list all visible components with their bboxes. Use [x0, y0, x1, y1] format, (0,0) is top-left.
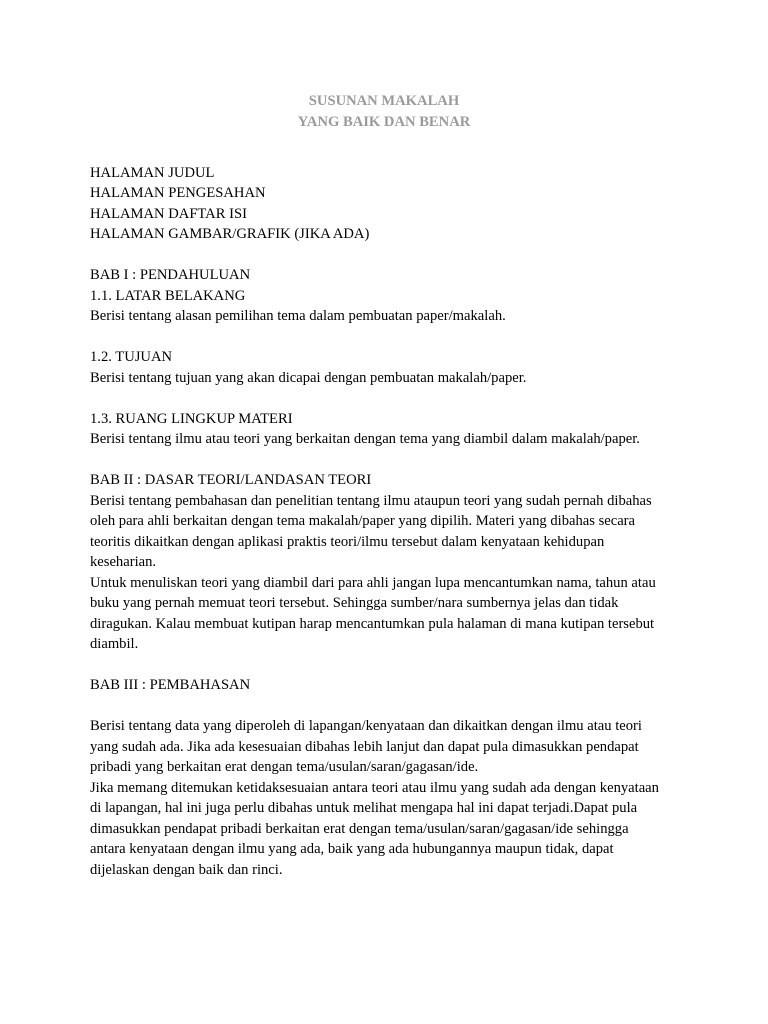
- front-page-item: HALAMAN GAMBAR/GRAFIK (JIKA ADA): [90, 226, 370, 242]
- bab2-paragraph-2-line: buku yang pernah memuat teori tersebut. Sehingga sumber/nara sumbernya jelas dan tidak: [90, 595, 619, 611]
- bab2-paragraph-2-line: diambil.: [90, 636, 139, 652]
- front-page-item: HALAMAN DAFTAR ISI: [90, 205, 247, 222]
- bab1-section-3-text: Berisi tentang ilmu atau teori yang berkaitan dengan tema yang diambil dalam makalah/paper.: [90, 431, 640, 447]
- bab1-section-2-heading: 1.2. TUJUAN: [90, 349, 173, 365]
- bab1-section-1-heading: 1.1. LATAR BELAKANG: [90, 287, 246, 304]
- front-page-item: HALAMAN JUDUL: [90, 164, 215, 181]
- bab1-section-1-text: Berisi tentang alasan pemilihan tema dalam pembuatan paper/makalah.: [90, 308, 506, 324]
- bab1-section-2-text: Berisi tentang tujuan yang akan dicapai dengan pembuatan makalah/paper.: [90, 369, 527, 386]
- bab2-heading: BAB II : DASAR TEORI/LANDASAN TEORI: [90, 472, 372, 488]
- bab3-heading: BAB III : PEMBAHASAN: [90, 677, 251, 693]
- bab2-paragraph-1-line: keseharian.: [90, 554, 157, 570]
- bab2-paragraph-1-line: oleh para ahli berkaitan dengan tema makalah/paper yang dipilih. Materi yang dibahas secara: [90, 513, 636, 529]
- bab2-paragraph-2-line: diragukan. Kalau membuat kutipan harap mencantumkan pula halaman di mana kutipan tersebut: [90, 615, 655, 632]
- bab3-paragraph-2-line: Jika memang ditemukan ketidaksesuaian antara teori atau ilmu yang sudah ada dengan kenyataan: [90, 779, 659, 796]
- bab3-paragraph-1-line: Berisi tentang data yang diperoleh di lapangan/kenyataan dan dikaitkan dengan ilmu atau teori: [90, 718, 642, 734]
- document-title-line-1: SUSUNAN MAKALAH: [308, 93, 460, 109]
- document-title-line-2: YANG BAIK DAN BENAR: [297, 113, 471, 130]
- bab1-section-3-heading: 1.3. RUANG LINGKUP MATERI: [90, 410, 293, 427]
- bab1-heading: BAB I : PENDAHULUAN: [90, 267, 251, 283]
- bab3-paragraph-2-line: dimasukkan pendapat pribadi berkaitan erat dengan tema/usulan/saran/gagasan/ide sehingga: [90, 820, 629, 837]
- bab3-paragraph-1-line: yang sudah ada. Jika ada kesesuaian dibahas lebih lanjut dan dapat pula dimasukkan pendapat: [90, 738, 639, 755]
- bab2-paragraph-1-line: teoritis dikaitkan dengan aplikasi praktis teori/ilmu tersebut dalam kenyataan kehidupan: [90, 533, 605, 550]
- bab3-paragraph-1-line: pribadi yang berkaitan erat dengan tema/usulan/saran/gagasan/ide.: [90, 759, 479, 775]
- document-page: [90, 91, 690, 880]
- front-page-item: HALAMAN PENGESAHAN: [90, 185, 266, 201]
- bab3-paragraph-2-line: dijelaskan dengan baik dan rinci.: [90, 861, 283, 878]
- bab2-paragraph-1-line: Berisi tentang pembahasan dan penelitian tentang ilmu ataupun teori yang sudah pernah dibahas: [90, 492, 652, 509]
- bab3-paragraph-2-line: di lapangan, hal ini juga perlu dibahas untuk melihat mengapa hal ini dapat terjadi.Dapat pula: [90, 800, 638, 816]
- bab3-paragraph-2-line: antara kenyataan dengan ilmu yang ada, baik yang ada hubungannya maupun tidak, dapat: [90, 841, 614, 857]
- bab2-paragraph-2-line: Untuk menuliskan teori yang diambil dari para ahli jangan lupa mencantumkan nama, tahun atau: [90, 574, 656, 591]
